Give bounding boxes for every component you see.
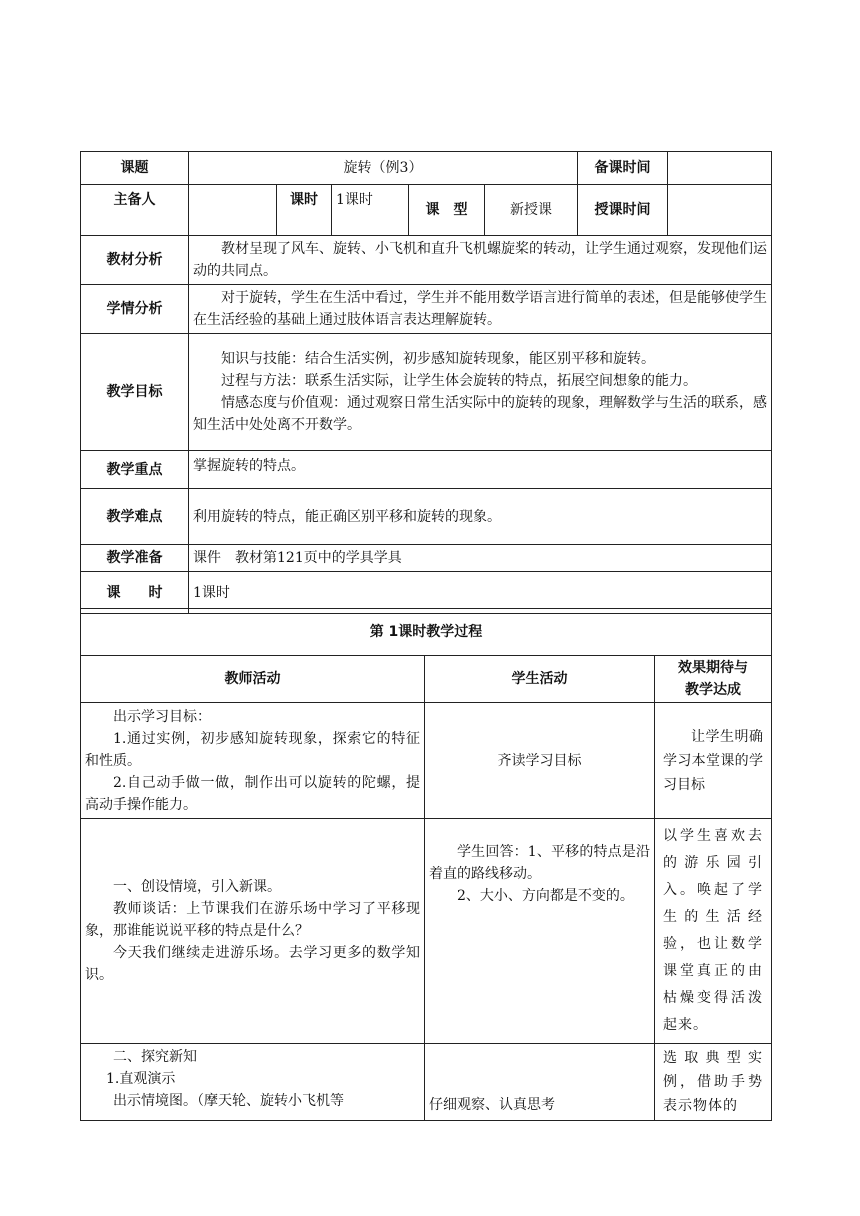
material-analysis-label: 教材分析 (81, 236, 189, 285)
preparation-label: 教学准备 (81, 545, 189, 572)
r1-teacher-line-3: 2.自己动手做一做，制作出可以旋转的陀螺，提高动手操作能力。 (85, 774, 420, 813)
main-preparer-label: 主备人 (81, 185, 189, 236)
r3-effect-cell: 选取典型实例，借助手势表示物体的 (655, 1044, 772, 1121)
teaching-goals-label: 教学目标 (81, 334, 189, 451)
learner-analysis-label: 学情分析 (81, 285, 189, 334)
goal-emotion: 情感态度与价值观：通过观察日常生活实际中的旋转的现象，理解数学与生活的联系，感知生活中处处离不开数学。 (193, 395, 767, 433)
effect-header (655, 656, 772, 703)
process-title: 第 1课时教学过程 (81, 609, 772, 656)
student-activity-header: 学生活动 (425, 656, 655, 703)
material-analysis-text: 教材呈现了风车、旋转、小飞机和直升飞机螺旋桨的转动，让学生通过观察，发现他们运动的共同点。 (189, 236, 772, 285)
r2-teacher-line-1: 一、创设情境，引入新课。 (113, 879, 281, 895)
lesson-info-table (80, 151, 772, 614)
difficult-point-label: 教学难点 (81, 489, 189, 545)
learner-analysis-text: 对于旋转，学生在生活中看过，学生并不能用数学语言进行简单的表述，但是能够使学生在生活经验的基础上通过肢体语言表达理解旋转。 (189, 285, 772, 334)
r3-student-cell: 仔细观察、认真思考 (425, 1044, 655, 1121)
goal-process: 过程与方法：联系生活实际，让学生体会旋转的特点，拓展空间想象的能力。 (221, 373, 697, 389)
preparation-text: 课件 教材第121页中的学具学具 (189, 545, 772, 572)
hours-label: 课 时 (81, 572, 189, 614)
r2-student-line-2: 2、大小、方向都是不变的。 (457, 888, 634, 904)
prep-time-label: 备课时间 (578, 152, 668, 185)
r1-teacher-cell (81, 703, 425, 819)
r3-teacher-cell (81, 1044, 425, 1121)
period-label: 课时 (277, 185, 332, 236)
r2-teacher-line-2: 教师谈话：上节课我们在游乐场中学习了平移现象，那谁能说说平移的特点是什么？ (85, 901, 420, 939)
r2-effect-cell: 以学生喜欢去的游乐园引入。唤起了学生的生活经验，也让数学课堂真正的由枯燥变得活泼起来。 (655, 819, 772, 1044)
teaching-goals-cell (189, 334, 772, 451)
r1-effect-cell: 让学生明确学习本堂课的学习目标 (655, 703, 772, 819)
effect-header-line-1: 效果期待与 (678, 660, 748, 676)
r2-teacher-cell (81, 819, 425, 1044)
teach-time-value (668, 185, 772, 236)
main-preparer-value (189, 185, 277, 236)
teacher-activity-header: 教师活动 (81, 656, 425, 703)
r1-teacher-line-1: 出示学习目标： (113, 708, 211, 725)
key-point-text: 掌握旋转的特点。 (189, 451, 772, 489)
r2-student-cell (425, 819, 655, 1044)
r2-teacher-line-3: 今天我们继续走进游乐场。去学习更多的数学知识。 (85, 945, 420, 983)
r2-student-line-1: 学生回答：1、平移的特点是沿着直的路线移动。 (429, 844, 650, 882)
r3-teacher-line-1: 二、探究新知 (113, 1049, 197, 1065)
type-value: 新授课 (485, 185, 578, 236)
difficult-point-text: 利用旋转的特点，能正确区别平移和旋转的现象。 (189, 489, 772, 545)
r3-teacher-line-3: 出示情境图。（摩天轮、旋转小飞机等 (113, 1093, 344, 1109)
topic-label: 课题 (81, 152, 189, 185)
teaching-process-table (80, 608, 772, 1121)
prep-time-value (668, 152, 772, 185)
teach-time-label: 授课时间 (578, 185, 668, 236)
r1-student-cell: 齐读学习目标 (425, 703, 655, 819)
r3-teacher-line-2: 1.直观演示 (106, 1071, 176, 1087)
hours-text: 1课时 (189, 572, 772, 614)
type-label: 课 型 (409, 185, 485, 236)
key-point-label: 教学重点 (81, 451, 189, 489)
effect-header-line-2: 教学达成 (685, 682, 741, 698)
topic-value: 旋转（例3） (189, 152, 578, 185)
period-value: 1课时 (332, 185, 409, 236)
goal-knowledge: 知识与技能：结合生活实例，初步感知旋转现象，能区别平移和旋转。 (221, 351, 655, 367)
r1-teacher-line-2: 1.通过实例，初步感知旋转现象，探索它的特征和性质。 (85, 730, 420, 769)
